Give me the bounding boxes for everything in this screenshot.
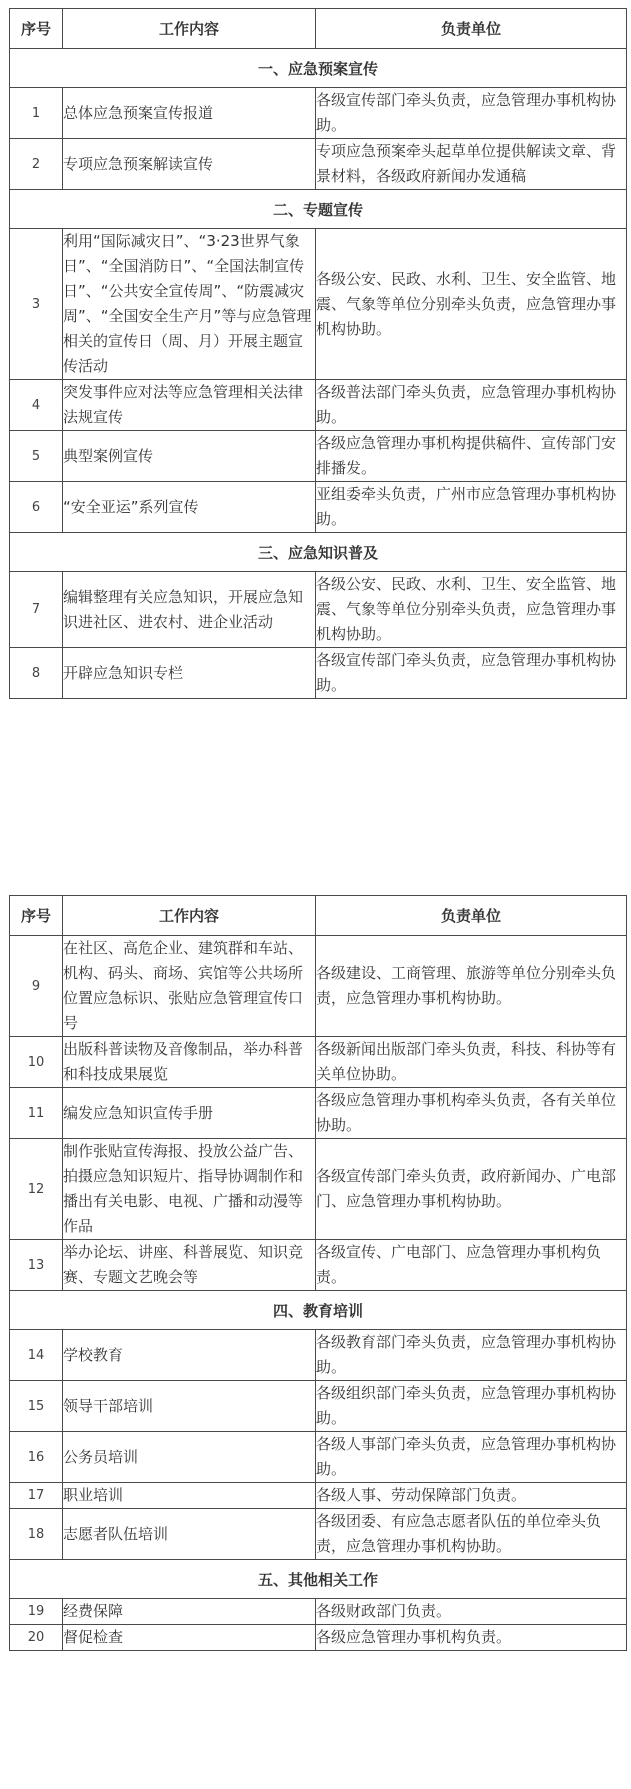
- header-unit: 负责单位: [316, 896, 627, 936]
- row-content: 领导干部培训: [63, 1381, 316, 1432]
- section-title: 一、应急预案宣传: [10, 49, 627, 88]
- table-row: [10, 229, 627, 380]
- row-number: 4: [10, 380, 63, 431]
- row-content: 开辟应急知识专栏: [63, 648, 316, 699]
- row-number: 12: [10, 1139, 63, 1240]
- row-unit: 各级团委、有应急志愿者队伍的单位牵头负责，应急管理办事机构协助。: [316, 1509, 627, 1560]
- row-unit: 各级财政部门负责。: [316, 1599, 627, 1625]
- row-unit: 各级应急管理办事机构提供稿件、宣传部门安排播发。: [316, 431, 627, 482]
- row-number: 6: [10, 482, 63, 533]
- row-unit: 各级宣传部门牵头负责，政府新闻办、广电部门、应急管理办事机构协助。: [316, 1139, 627, 1240]
- row-unit: 各级组织部门牵头负责，应急管理办事机构协助。: [316, 1381, 627, 1432]
- table-row: [10, 1240, 627, 1291]
- table-row: [10, 648, 627, 699]
- header-no: 序号: [10, 9, 63, 49]
- table-row: [10, 1625, 627, 1651]
- row-unit: 各级普法部门牵头负责，应急管理办事机构协助。: [316, 380, 627, 431]
- row-unit: 各级教育部门牵头负责，应急管理办事机构协助。: [316, 1330, 627, 1381]
- section-title: 五、其他相关工作: [10, 1560, 627, 1599]
- row-content: 在社区、高危企业、建筑群和车站、机构、码头、商场、宾馆等公共场所位置应急标识、张贴应急管理宣传口号: [63, 936, 316, 1037]
- row-content: 制作张贴宣传海报、投放公益广告、拍摄应急知识短片、指导协调制作和播出有关电影、电视、广播和动漫等作品: [63, 1139, 316, 1240]
- table-row: [10, 1509, 627, 1560]
- table-row: [10, 1381, 627, 1432]
- row-content: 总体应急预案宣传报道: [63, 88, 316, 139]
- row-content: 专项应急预案解读宣传: [63, 139, 316, 190]
- table-row: [10, 1037, 627, 1088]
- row-number: 19: [10, 1599, 63, 1625]
- row-content: 职业培训: [63, 1483, 316, 1509]
- row-unit: 各级应急管理办事机构负责。: [316, 1625, 627, 1651]
- header-content: 工作内容: [63, 9, 316, 49]
- row-unit: 各级人事部门牵头负责，应急管理办事机构协助。: [316, 1432, 627, 1483]
- header-unit: 负责单位: [316, 9, 627, 49]
- section-row: [10, 49, 627, 88]
- table-row: [10, 936, 627, 1037]
- row-number: 16: [10, 1432, 63, 1483]
- row-content: 典型案例宣传: [63, 431, 316, 482]
- task-table-1: [9, 8, 627, 699]
- table-row: [10, 482, 627, 533]
- row-content: 编发应急知识宣传手册: [63, 1088, 316, 1139]
- row-content: 督促检查: [63, 1625, 316, 1651]
- row-unit: 各级新闻出版部门牵头负责，科技、科协等有关单位协助。: [316, 1037, 627, 1088]
- table-row: [10, 380, 627, 431]
- row-unit: 亚组委牵头负责，广州市应急管理办事机构协助。: [316, 482, 627, 533]
- row-unit: 各级宣传部门牵头负责，应急管理办事机构协助。: [316, 648, 627, 699]
- row-number: 5: [10, 431, 63, 482]
- table-row: [10, 1432, 627, 1483]
- row-unit: 各级建设、工商管理、旅游等单位分别牵头负责，应急管理办事机构协助。: [316, 936, 627, 1037]
- row-number: 10: [10, 1037, 63, 1088]
- row-content: “安全亚运”系列宣传: [63, 482, 316, 533]
- header-content: 工作内容: [63, 896, 316, 936]
- table-row: [10, 431, 627, 482]
- table-body-2: [10, 936, 627, 1651]
- table-row: [10, 1088, 627, 1139]
- table-row: [10, 1330, 627, 1381]
- row-number: 3: [10, 229, 63, 380]
- row-content: 志愿者队伍培训: [63, 1509, 316, 1560]
- table-header-row: [10, 896, 627, 936]
- row-content: 公务员培训: [63, 1432, 316, 1483]
- row-number: 2: [10, 139, 63, 190]
- row-unit: 各级宣传部门牵头负责，应急管理办事机构协助。: [316, 88, 627, 139]
- header-no: 序号: [10, 896, 63, 936]
- row-content: 突发事件应对法等应急管理相关法律法规宣传: [63, 380, 316, 431]
- row-number: 13: [10, 1240, 63, 1291]
- section-row: [10, 190, 627, 229]
- row-number: 20: [10, 1625, 63, 1651]
- row-number: 14: [10, 1330, 63, 1381]
- table-row: [10, 88, 627, 139]
- row-number: 9: [10, 936, 63, 1037]
- row-number: 7: [10, 572, 63, 648]
- row-unit: 各级公安、民政、水利、卫生、安全监管、地震、气象等单位分别牵头负责，应急管理办事机构协助。: [316, 229, 627, 380]
- task-table-2: [9, 895, 627, 1651]
- table-row: [10, 139, 627, 190]
- row-number: 1: [10, 88, 63, 139]
- table-header-row: [10, 9, 627, 49]
- row-content: 经费保障: [63, 1599, 316, 1625]
- section-title: 四、教育培训: [10, 1291, 627, 1330]
- row-content: 举办论坛、讲座、科普展览、知识竞赛、专题文艺晚会等: [63, 1240, 316, 1291]
- row-unit: 各级应急管理办事机构牵头负责，各有关单位协助。: [316, 1088, 627, 1139]
- row-unit: 专项应急预案牵头起草单位提供解读文章、背景材料，各级政府新闻办发通稿: [316, 139, 627, 190]
- table-body-1: [10, 49, 627, 699]
- table-row: [10, 1599, 627, 1625]
- section-row: [10, 1291, 627, 1330]
- table-row: [10, 1483, 627, 1509]
- row-unit: 各级人事、劳动保障部门负责。: [316, 1483, 627, 1509]
- row-number: 8: [10, 648, 63, 699]
- row-content: 编辑整理有关应急知识，开展应急知识进社区、进农村、进企业活动: [63, 572, 316, 648]
- section-row: [10, 533, 627, 572]
- row-content: 出版科普读物及音像制品，举办科普和科技成果展览: [63, 1037, 316, 1088]
- row-content: 学校教育: [63, 1330, 316, 1381]
- table-row: [10, 572, 627, 648]
- row-unit: 各级公安、民政、水利、卫生、安全监管、地震、气象等单位分别牵头负责，应急管理办事机构协助。: [316, 572, 627, 648]
- section-row: [10, 1560, 627, 1599]
- table-row: [10, 1139, 627, 1240]
- row-number: 11: [10, 1088, 63, 1139]
- row-number: 18: [10, 1509, 63, 1560]
- row-number: 17: [10, 1483, 63, 1509]
- row-unit: 各级宣传、广电部门、应急管理办事机构负责。: [316, 1240, 627, 1291]
- section-title: 三、应急知识普及: [10, 533, 627, 572]
- row-content: 利用“国际减灾日”、“3·23世界气象日”、“全国消防日”、“全国法制宣传日”、“公共安全宣传周”、“防震减灾周”、“全国安全生产月”等与应急管理相关的宣传日（周、月）开展主题宣传活动: [63, 229, 316, 380]
- row-number: 15: [10, 1381, 63, 1432]
- section-title: 二、专题宣传: [10, 190, 627, 229]
